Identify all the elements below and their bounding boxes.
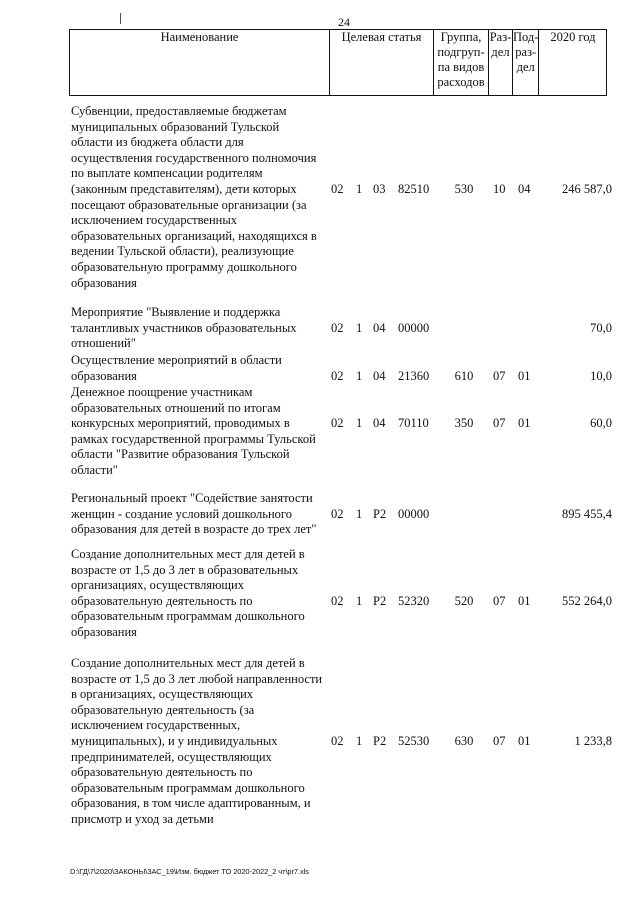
row-description <box>71 104 329 291</box>
program-code: 02 <box>331 182 344 196</box>
section-code: 07 <box>493 593 506 608</box>
description-line: организациях, осуществляющих <box>71 578 244 593</box>
description-line: образовательную деятельность по <box>71 765 253 780</box>
section-code: 10 <box>493 182 506 196</box>
description-line: образования, в том числе адаптированным, и <box>71 796 311 811</box>
row-description <box>71 385 329 479</box>
amount-2020: 1 233,8 <box>574 734 612 748</box>
direction-code: 00000 <box>398 320 430 335</box>
description-line: образования <box>71 368 137 383</box>
subsection-code: 04 <box>518 182 531 196</box>
row-description <box>71 656 329 828</box>
description-line: Мероприятие "Выявление и поддержка <box>71 305 281 319</box>
description-line: по выплате компенсации родителям <box>71 166 263 181</box>
subprogram-code: 1 <box>356 368 363 383</box>
margin-tick <box>120 13 121 24</box>
event-code: P2 <box>373 506 387 521</box>
header-section: Раз- дел <box>489 30 513 96</box>
subprogram-code: 1 <box>356 320 363 335</box>
direction-code: 21360 <box>398 368 430 383</box>
description-line: исключением государственных <box>71 213 238 228</box>
program-code: 02 <box>331 506 344 521</box>
subprogram-code: 1 <box>356 182 363 196</box>
event-code: 04 <box>373 416 386 431</box>
description-line: муниципальных образований Тульской <box>71 119 280 134</box>
description-line: Осуществление мероприятий в области <box>71 353 282 367</box>
amount-2020: 60,0 <box>590 416 612 431</box>
description-line: Денежное поощрение участникам <box>71 385 253 399</box>
description-line: (законным представителям), дети которых <box>71 181 297 196</box>
table-row <box>0 104 640 291</box>
row-description <box>71 353 329 384</box>
amount-2020: 10,0 <box>590 368 612 383</box>
direction-code: 82510 <box>398 182 430 196</box>
description-line: области "Развитие образования Тульской <box>71 447 290 462</box>
description-line: Создание дополнительных мест для детей в <box>71 656 305 670</box>
amount-2020: 552 264,0 <box>562 593 612 608</box>
section-code: 07 <box>493 416 506 431</box>
program-code: 02 <box>331 734 344 748</box>
description-line: присмотр и уход за детьми <box>71 811 214 826</box>
description-line: конкурсных мероприятий, проводимых в <box>71 416 290 431</box>
subsection-code: 01 <box>518 416 531 431</box>
description-line: женщин - создание условий дошкольного <box>71 506 292 521</box>
row-description <box>71 547 329 641</box>
description-line: образовательную деятельность по <box>71 593 253 608</box>
description-line: Региональный проект "Содействие занятости <box>71 491 313 505</box>
event-code: P2 <box>373 734 387 748</box>
description-line: исключением государственных, <box>71 718 241 733</box>
header-subsection: Под- раз- дел <box>513 30 539 96</box>
program-code: 02 <box>331 416 344 431</box>
header-target: Целевая статья <box>330 30 434 96</box>
amount-2020: 246 587,0 <box>562 182 612 196</box>
table-row <box>0 305 640 352</box>
program-code: 02 <box>331 368 344 383</box>
table-row <box>0 385 640 479</box>
event-code: 04 <box>373 368 386 383</box>
description-line: образовательных организаций, находящихся в <box>71 228 317 243</box>
description-line: в организациях, осуществляющих <box>71 687 254 702</box>
file-path: D:\ГД\7\2020\ЗАКОНЫ\ЗАС_19\Изм. бюджет ТО 2020-2022_2 чт\pr7.xls <box>70 867 309 876</box>
description-line: возрасте от 1,5 до 3 лет в образовательных <box>71 562 299 577</box>
description-line: образовательную деятельность (за <box>71 702 255 717</box>
subprogram-code: 1 <box>356 506 363 521</box>
description-line: возрасте от 1,5 до 3 лет любой направленности <box>71 671 323 686</box>
description-line: образовательную программу дошкольного <box>71 259 297 274</box>
subsection-code: 01 <box>518 593 531 608</box>
direction-code: 52530 <box>398 734 430 748</box>
subprogram-code: 1 <box>356 593 363 608</box>
subsection-code: 01 <box>518 734 531 748</box>
event-code: 03 <box>373 182 386 196</box>
direction-code: 52320 <box>398 593 430 608</box>
description-line: образования <box>71 624 137 639</box>
header-year: 2020 год <box>539 30 607 96</box>
direction-code: 00000 <box>398 506 430 521</box>
description-line: области" <box>71 462 118 477</box>
header-name: Наименование <box>70 30 330 96</box>
expense-group: 520 <box>454 593 474 608</box>
expense-group: 530 <box>454 182 474 196</box>
page-number: 24 <box>338 15 350 29</box>
header-group: Группа, подгруп- па видов расходов <box>434 30 489 96</box>
amount-2020: 70,0 <box>590 320 612 335</box>
table-header <box>69 29 607 96</box>
description-line: посещают образовательные организации (за <box>71 197 307 212</box>
description-line: предпринимателей, осуществляющих <box>71 749 272 764</box>
expense-group: 630 <box>454 734 474 748</box>
expense-group: 350 <box>454 416 474 431</box>
section-code: 07 <box>493 368 506 383</box>
description-line: образовательным программам дошкольного <box>71 780 305 795</box>
description-line: муниципальных), и у индивидуальных <box>71 733 278 748</box>
row-description <box>71 305 329 352</box>
description-line: Субвенции, предоставляемые бюджетам <box>71 104 287 118</box>
description-line: рамках государственной программы Тульской <box>71 431 316 446</box>
description-line: отношений" <box>71 336 136 351</box>
subprogram-code: 1 <box>356 734 363 748</box>
event-code: P2 <box>373 593 387 608</box>
program-code: 02 <box>331 593 344 608</box>
table-row <box>0 547 640 641</box>
amount-2020: 895 455,4 <box>562 506 612 521</box>
expense-group: 610 <box>454 368 474 383</box>
description-line: образования для детей в возрасте до трех лет" <box>71 522 317 537</box>
event-code: 04 <box>373 320 386 335</box>
direction-code: 70110 <box>398 416 429 431</box>
description-line: талантливых участников образовательных <box>71 320 297 335</box>
description-line: образовательных отношений по итогам <box>71 400 281 415</box>
subsection-code: 01 <box>518 368 531 383</box>
program-code: 02 <box>331 320 344 335</box>
subprogram-code: 1 <box>356 416 363 431</box>
description-line: области из бюджета области для <box>71 135 244 150</box>
description-line: ведении Тульской области), реализующие <box>71 244 294 259</box>
table-row <box>0 656 640 828</box>
table-row <box>0 353 640 384</box>
table-row <box>0 491 640 538</box>
description-line: образовательным программам дошкольного <box>71 609 305 624</box>
description-line: образования <box>71 275 137 290</box>
description-line: Создание дополнительных мест для детей в <box>71 547 305 561</box>
row-description <box>71 491 329 538</box>
description-line: осуществления государственного полномочия <box>71 150 317 165</box>
section-code: 07 <box>493 734 506 748</box>
